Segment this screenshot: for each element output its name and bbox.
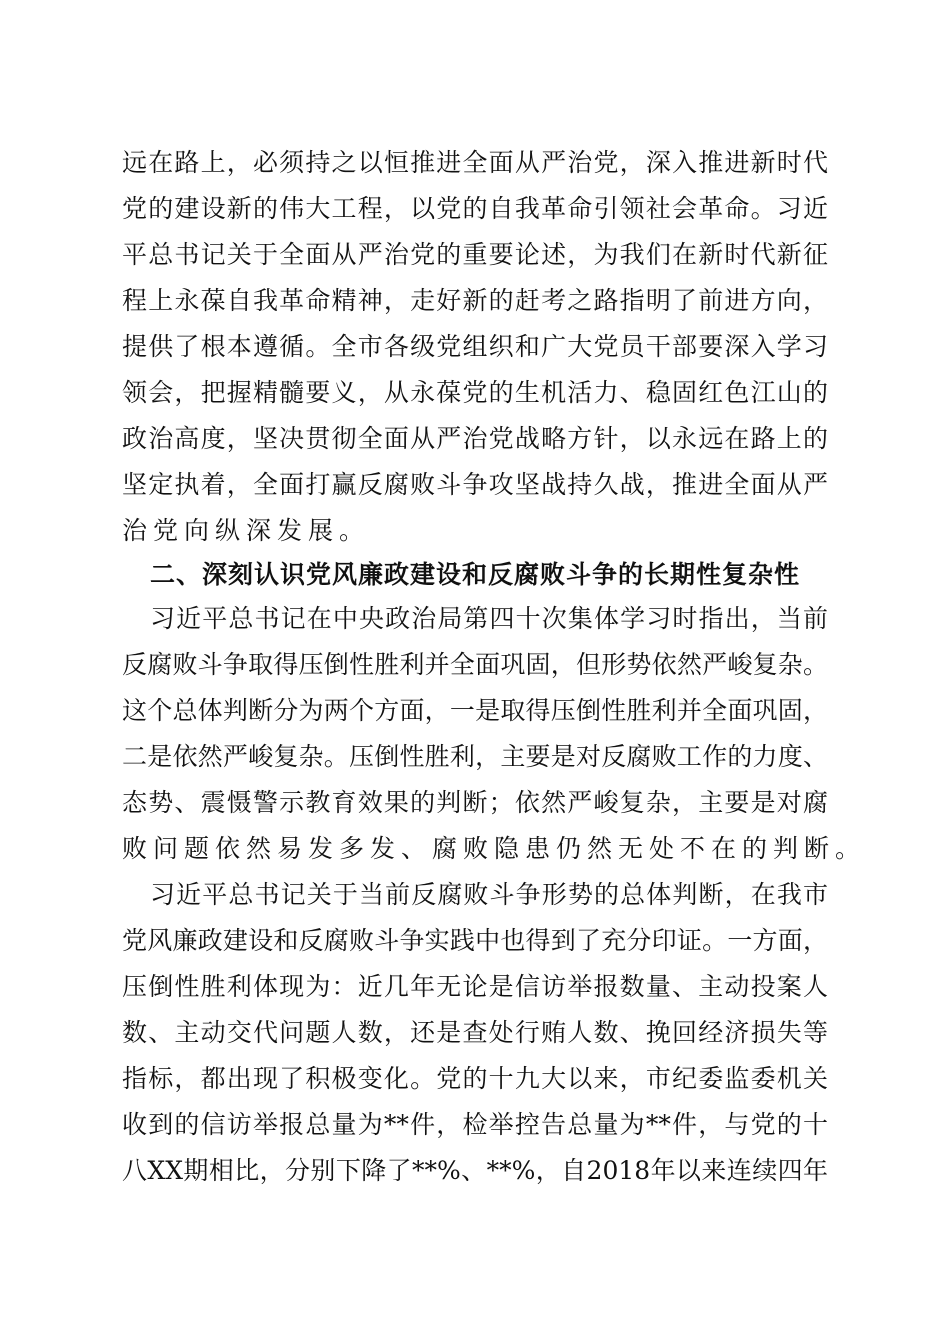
text-line: 政治高度，坚决贯彻全面从严治党战略方针，以永远在路上的 (122, 424, 828, 453)
text-line: 二是依然严峻复杂。压倒性胜利，主要是对反腐败工作的力度、 (122, 742, 828, 771)
text-line: 压倒性胜利体现为：近几年无论是信访举报数量、主动投案人 (122, 972, 828, 1001)
text-line: 指标，都出现了积极变化。党的十九大以来，市纪委监委机关 (122, 1064, 828, 1093)
text-line: 反腐败斗争取得压倒性胜利并全面巩固，但形势依然严峻复杂。 (122, 650, 828, 679)
text-line: 提供了根本遵循。全市各级党组织和广大党员干部要深入学习 (122, 332, 828, 361)
text-line: 收到的信访举报总量为**件，检举控告总量为**件，与党的十 (122, 1110, 828, 1139)
text-line: 这个总体判断分为两个方面，一是取得压倒性胜利并全面巩固， (122, 696, 828, 725)
paragraph (122, 596, 867, 872)
section-heading (122, 554, 828, 596)
text-line: 治党向纵深发展。 (122, 516, 371, 545)
text-line: 态势、震慑警示教育效果的判断；依然严峻复杂，主要是对腐 (122, 788, 828, 817)
text-line: 习近平总书记关于当前反腐败斗争形势的总体判断，在我市 (150, 880, 828, 909)
text-line: 二、深刻认识党风廉政建设和反腐败斗争的长期性复杂性 (150, 560, 801, 589)
text-line: 八XX期相比，分别下降了**%、**%，自2018年以来连续四年 (122, 1156, 828, 1185)
text-line: 远在路上，必须持之以恒推进全面从严治党，深入推进新时代 (122, 148, 828, 177)
text-line: 坚定执着，全面打赢反腐败斗争攻坚战持久战，推进全面从严 (122, 470, 828, 499)
paragraph (122, 872, 828, 1194)
document-page (122, 140, 867, 1194)
paragraph (122, 140, 828, 554)
text-line: 数、主动交代问题人数，还是查处行贿人数、挽回经济损失等 (122, 1018, 828, 1047)
text-line: 平总书记关于全面从严治党的重要论述，为我们在新时代新征 (122, 240, 828, 269)
text-line: 领会，把握精髓要义，从永葆党的生机活力、稳固红色江山的 (122, 378, 828, 407)
text-line: 党的建设新的伟大工程，以党的自我革命引领社会革命。习近 (122, 194, 828, 223)
text-line: 败问题依然易发多发、腐败隐患仍然无处不在的判断。 (122, 834, 867, 863)
text-line: 习近平总书记在中央政治局第四十次集体学习时指出，当前 (150, 604, 828, 633)
text-line: 党风廉政建设和反腐败斗争实践中也得到了充分印证。一方面， (122, 926, 828, 955)
text-line: 程上永葆自我革命精神，走好新的赶考之路指明了前进方向， (122, 286, 828, 315)
